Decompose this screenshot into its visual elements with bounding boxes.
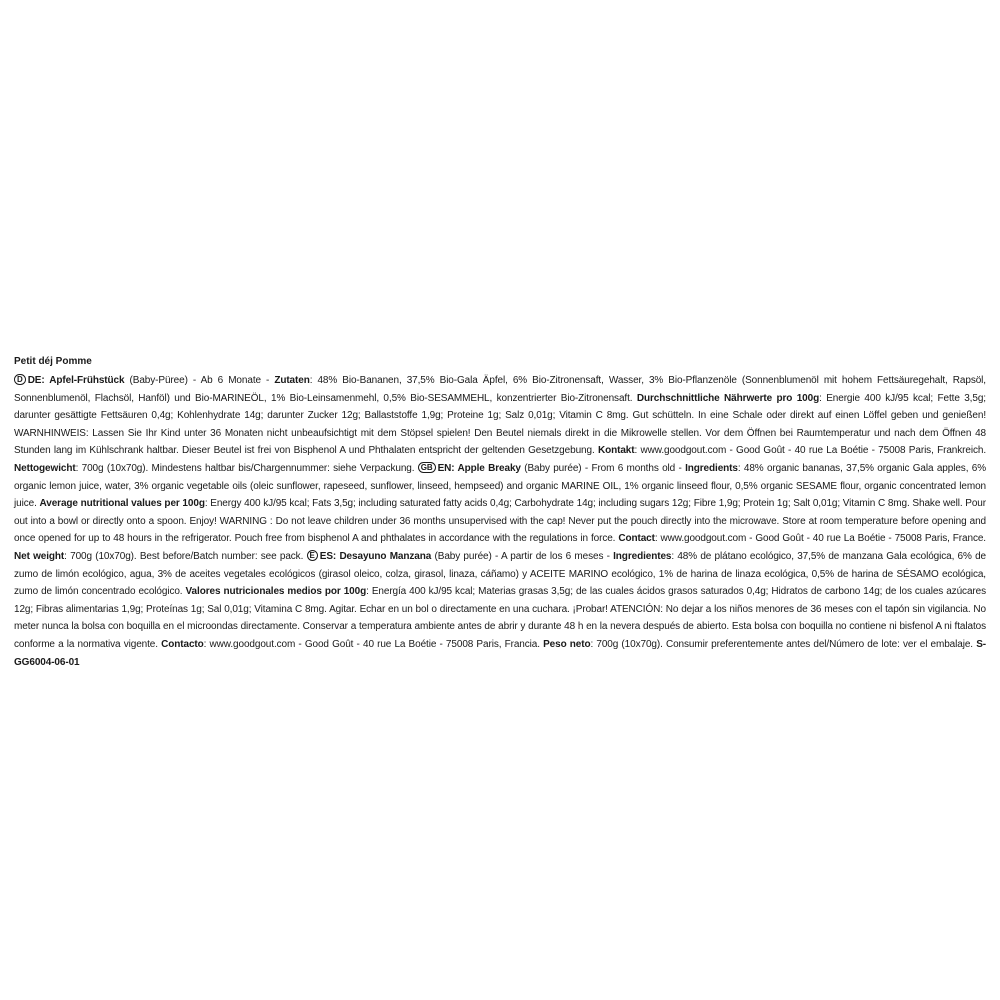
product-label [14,356,986,671]
es-ingredients: : 48% de plátano ecológico, 37,5% de manzana Gala ecológica, 6% de zumo de limón ecológico, agua, 3% de aceites vegetales ecológicos (girasol oleico, colza, girasol, linaza, cáñamo) y ACEITE MARINO ecológico, 1% de harina de linaza ecológica, 0,5% de harina de SÉSAMO ecológica, zumo de limón concentrado ecológico. [14,550,986,598]
es-nutrition: : Energía 400 kJ/95 kcal; Materias grasas 3,5g; de las cuales ácidos grasos saturados 0,4g; Hidratos de carbono 14g; de los cuales azúcares 12g; Fibras alimentarias 1,9g; Proteínas 1g; Sal 0,01g; Vitamina C 8mg. Agitar. Echar en un bol o directamente en una cuchara. ¡Probar! ATENCIÓN: No dejar a los niños menores de 36 meses con el tapón sin vigilancia. No meter nunca la bolsa con boquilla en el microondas directamente. Conservar a temperatura ambiente antes de abrir y durante 48 h en la nevera después de abierto. Esta bolsa con boquilla no contiene ni bisfenol A ni ftalatos conforme a la normativa vigente. [14,586,986,650]
de-nutrition-label: Durchschnittliche Nährwerte pro 100g [636,392,820,404]
lot-code: S-GG6004-06-01 [14,638,986,668]
en-ingredients-label: Ingredients [685,462,738,474]
de-nutrition: : Energie 400 kJ/95 kcal; Fette 3,5g; darunter gesättigte Fettsäuren 0,4g; Kohlenhydrate 14g; darunter Zucker 12g; Ballaststoffe 1,9g; Proteine 1g; Salz 0,01g; Vitamin C 8mg. Gut schütteln. In eine Schale oder direkt auf einen Löffel geben und genießen! WARNHINWEIS: Lassen Sie Ihr Kind unter 36 Monaten nicht unbeaufsichtigt mit dem Stöpsel spielen! Den Beutel niemals direkt in die Mikrowelle stellen. Vor dem Öffnen bei Raumtemperatur und nach dem Öffnen 48 Stunden lang im Kühlschrank haltbar. Dieser Beutel ist frei von Bisphenol A und Phthalaten entspricht der geltenden Gesetzgebung. [14,392,986,457]
es-weight-label: Peso neto [543,638,591,650]
en-ingredients: : 48% organic bananas, 37,5% organic Gala apples, 6% organic lemon juice, water, 3% organic vegetable oils (oleic sunflower, rapeseed, sunflower, linseed, hempseed) and organic MARINE OIL, 1% organic linseed flour, 0,5% organic SESAME flour, organic concentrated lemon juice. [14,462,986,510]
en-weight: : 700g (10x70g). Best before/Batch number: see pack. [64,550,307,562]
germany-badge-icon: D [14,374,26,385]
en-weight-label: Net weight [14,550,65,562]
es-contact: : www.goodgout.com - Good Goût - 40 rue La Boétie - 75008 Paris, Francia. [203,638,544,650]
es-product-name: ES: Desayuno Manzana [319,550,432,562]
de-contact: : www.goodgout.com - Good Goût - 40 rue La Boétie - 75008 Paris, Frankreich. [634,445,986,457]
de-product-name: DE: Apfel-Frühstück [27,375,125,386]
en-nutrition-label: Average nutritional values per 100g [39,498,205,510]
en-contact: : www.goodgout.com - Good Goût - 40 rue La Boétie - 75008 Paris, France. [654,533,986,545]
de-ingredients: : 48% Bio-Bananen, 37,5% Bio-Gala Äpfel, 6% Bio-Zitronensaft, Wasser, 3% Bio-Pflanzenöle (Sonnenblumenöl mit hohem Fettsäuregehalt, Rapsöl, Sonnenblumenöl, Flachsöl, Hanföl) und Bio-MARINEÖL, 1% Bio-Leinsamenmehl, 0,5% Bio-SESAMMEHL, konzentrierter Bio-Zitronensaft. [14,375,986,404]
es-weight: : 700g (10x70g). Consumir preferentemente antes del/Número de lote: ver el embalaje. [590,638,977,650]
product-title: Petit déj Pomme [14,356,92,367]
de-ingredients-label: Zutaten [274,375,310,386]
spain-badge-icon: E [307,550,318,561]
en-contact-label: Contact [618,533,655,545]
de-contact-label: Kontakt [597,445,635,457]
es-contact-label: Contacto [161,638,204,650]
en-nutrition: : Energy 400 kJ/95 kcal; Fats 3,5g; including saturated fatty acids 0,4g; Carbohydrate 14g; including sugars 12g; Fibre 1,9g; Protein 1g; Salt 0,01g; Vitamin C 8mg. Shake well. Pour out into a bowl or directly onto a spoon. Enjoy! WARNING : Do not leave children under 36 months unsupervised with the cap! Never put the pouch directly into the microwave. Store at room temperature before opening and once opened for up to 48 hours in the refrigerator. Pouch free from bisphenol A and phthalates in accordance with the regulations in force. [14,498,986,545]
label-text [14,372,986,671]
de-weight: : 700g (10x70g). Mindestens haltbar bis/Chargennummer: siehe Verpackung. [75,462,418,474]
es-ingredients-label: Ingredientes [613,550,672,562]
en-name-suffix: (Baby purée) - From 6 months old - [520,462,686,474]
uk-badge-icon: GB [418,462,436,473]
es-name-suffix: (Baby purée) - A partir de los 6 meses - [431,550,614,562]
de-name-suffix: (Baby-Püree) - Ab 6 Monate - [124,375,275,386]
en-product-name: EN: Apple Breaky [437,462,521,474]
de-weight-label: Nettogewicht [14,462,76,474]
es-nutrition-label: Valores nutricionales medios por 100g [185,586,367,598]
